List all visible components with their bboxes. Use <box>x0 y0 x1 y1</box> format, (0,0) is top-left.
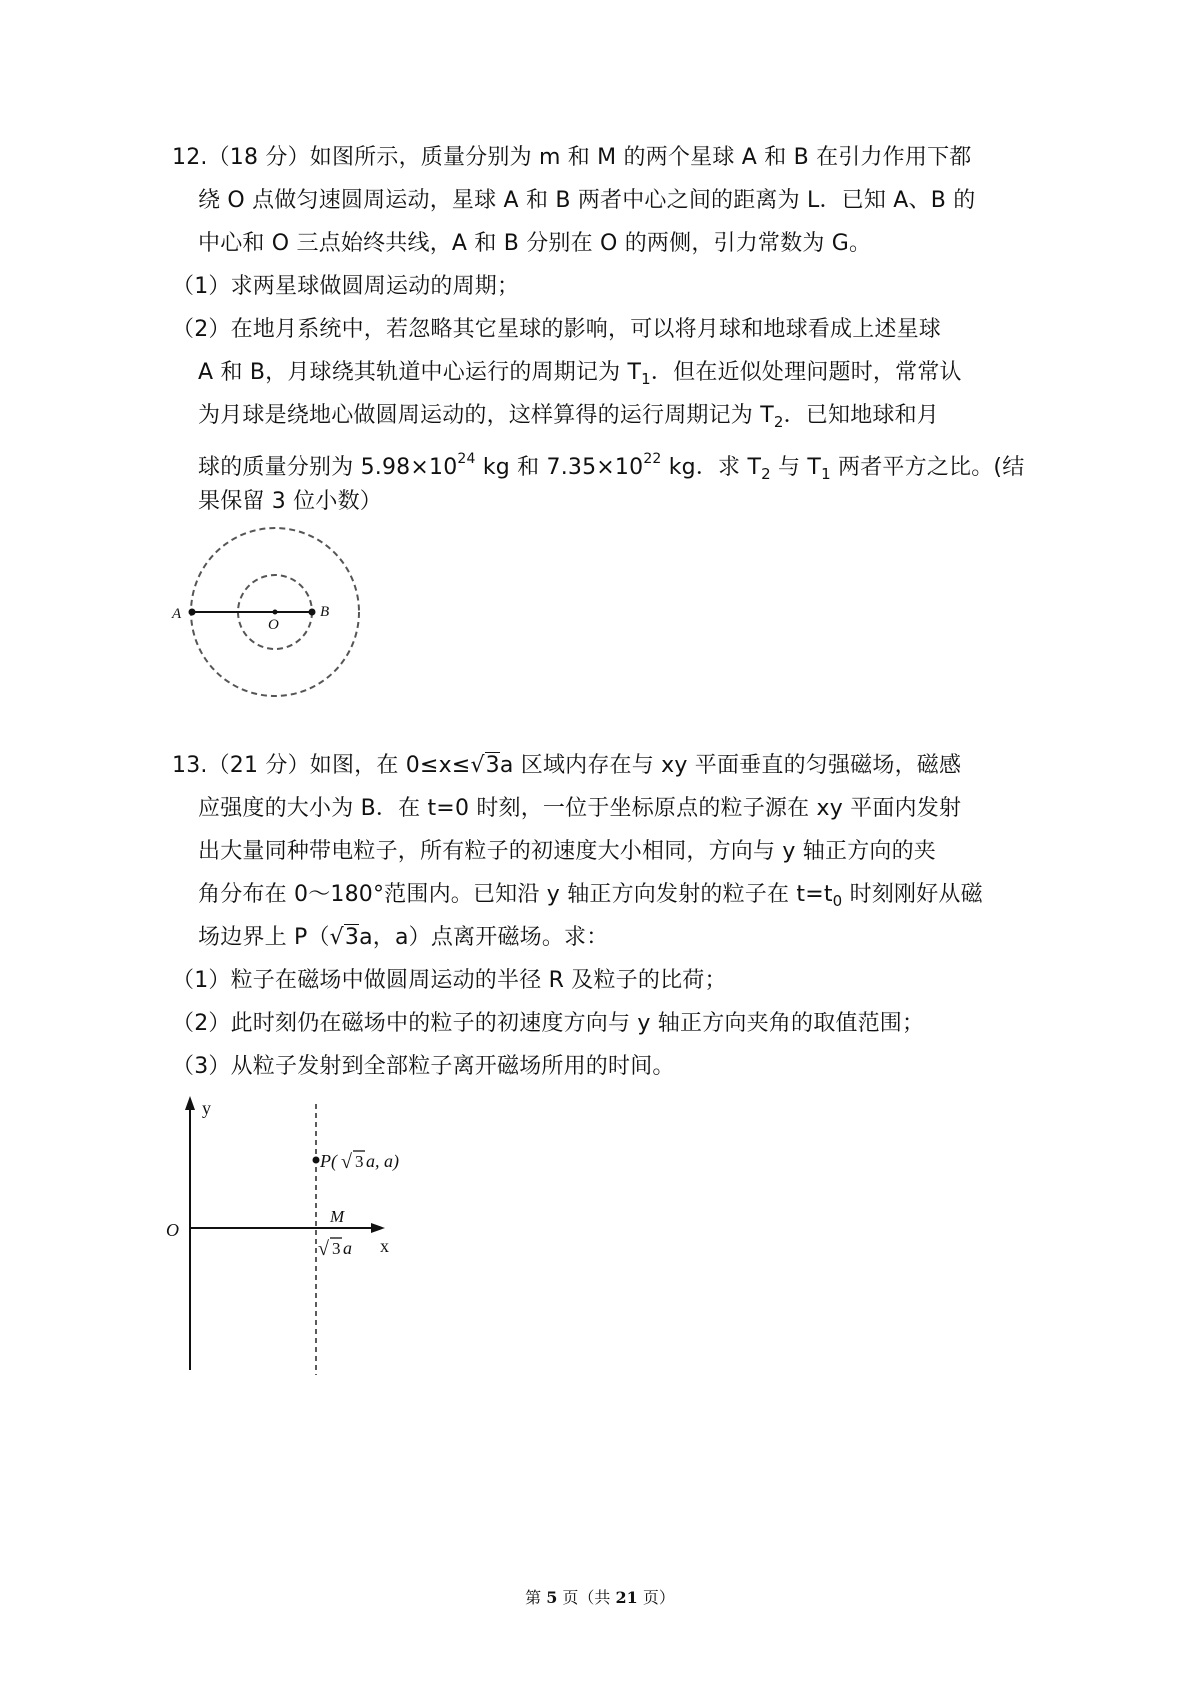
text-segment: a，a）点离开磁场。求： <box>359 925 609 950</box>
text-segment: A 和 B，月球绕其轨道中心运行的周期记为 T <box>198 360 642 385</box>
q13-line-4 <box>198 880 983 916</box>
point-p-dot <box>313 1157 320 1164</box>
superscript: 24 <box>457 451 476 467</box>
label-p: P( <box>320 1151 337 1171</box>
text-segment: 球的质量分别为 5.98×10 <box>198 455 458 480</box>
subscript: 1 <box>821 465 831 483</box>
sqrt-symbol: √ <box>318 1238 329 1260</box>
q12-line-1: 12.（18 分）如图所示，质量分别为 m 和 M 的两个星球 A 和 B 在引力作用下都 <box>172 145 972 170</box>
text-segment: 角分布在 0～180°范围内。已知沿 y 轴正方向发射的粒子在 t=t <box>198 882 833 907</box>
label-m: M <box>330 1207 345 1226</box>
q12-line-2: 绕 O 点做匀速圆周运动，星球 A 和 B 两者中心之间的距离为 L．已知 A、B 的 <box>198 188 976 213</box>
q12-part-2-line-1: （2）在地月系统中，若忽略其它星球的影响，可以将月球和地球看成上述星球 <box>172 317 941 342</box>
q13-part-3: （3）从粒子发射到全部粒子离开磁场所用的时间。 <box>172 1054 675 1079</box>
center-o-dot <box>273 610 278 615</box>
q13-line-5 <box>198 923 608 953</box>
q13-part-2: （2）此时刻仍在磁场中的粒子的初速度方向与 y 轴正方向夹角的取值范围； <box>172 1011 925 1036</box>
q13-part-1: （1）粒子在磁场中做圆周运动的半径 R 及粒子的比荷； <box>172 968 727 993</box>
label-m-a: a <box>343 1238 352 1258</box>
q12-part-2-line-4 <box>198 444 1024 489</box>
star-a-dot <box>189 609 196 616</box>
text-segment: ．已知地球和月 <box>783 403 939 428</box>
text-segment: 两者平方之比。(结 <box>830 455 1025 480</box>
q12-line-3: 中心和 O 三点始终共线，A 和 B 分别在 O 的两侧，引力常数为 G。 <box>198 231 872 256</box>
q13-line-1 <box>172 751 961 781</box>
label-o: O <box>166 1220 179 1240</box>
label-o: O <box>268 617 279 633</box>
label-a: A <box>172 606 182 622</box>
text-segment: ．但在近似处理问题时，常常认 <box>650 360 962 385</box>
q13-line-2: 应强度的大小为 B．在 t=0 时刻，一位于坐标原点的粒子源在 xy 平面内发射 <box>198 796 962 821</box>
total-pages: 21 <box>615 1588 638 1607</box>
radicand: 3 <box>344 925 360 950</box>
sqrt-symbol: √ <box>341 1151 352 1173</box>
page-footer <box>0 1585 1200 1608</box>
text-segment: 为月球是绕地心做圆周运动的，这样算得的运行周期记为 T <box>198 403 774 428</box>
q12-orbit-figure <box>170 525 380 705</box>
sqrt-symbol: √3 <box>470 753 500 778</box>
y-axis-arrow-icon <box>185 1096 195 1110</box>
subscript: 1 <box>641 370 651 388</box>
text-segment: 时刻刚好从磁 <box>842 882 983 907</box>
label-x: x <box>380 1236 389 1256</box>
star-b-dot <box>309 609 316 616</box>
text-segment: a 区域内存在与 xy 平面垂直的匀强磁场，磁感 <box>499 753 962 778</box>
q12-part-1: （1）求两星球做圆周运动的周期； <box>172 274 520 299</box>
text-segment: 与 T <box>770 455 822 480</box>
label-p-radicand: 3 <box>355 1152 364 1171</box>
label-b: B <box>320 604 330 620</box>
label-y: y <box>202 1098 211 1118</box>
text-segment: 13.（21 分）如图，在 0≤x≤ <box>172 753 471 778</box>
text-segment: kg 和 7.35×10 <box>475 455 644 480</box>
q12-part-2-line-3 <box>198 401 939 437</box>
subscript: 0 <box>832 892 843 910</box>
page-number: 5 <box>546 1588 558 1607</box>
radicand: 3 <box>485 753 500 778</box>
text-segment: 场边界上 P（ <box>198 925 330 950</box>
q13-coordinate-figure <box>160 1090 440 1390</box>
label-m-radicand: 3 <box>332 1239 341 1258</box>
q12-part-2-line-2 <box>198 358 962 394</box>
subscript: 2 <box>773 413 784 431</box>
sqrt-symbol: √3 <box>329 925 360 950</box>
q13-line-3: 出大量同种带电粒子，所有粒子的初速度大小相同，方向与 y 轴正方向的夹 <box>198 839 937 864</box>
subscript: 2 <box>761 465 771 483</box>
q12-part-2-line-5: 果保留 3 位小数） <box>198 489 382 514</box>
footer-text: 第 <box>525 1588 547 1607</box>
x-axis-arrow-icon <box>371 1223 385 1233</box>
label-p-coords: a, a) <box>366 1151 399 1171</box>
footer-text: 页（共 <box>557 1588 616 1607</box>
superscript: 22 <box>643 451 662 467</box>
footer-text: 页） <box>637 1588 675 1607</box>
text-segment: kg．求 T <box>661 455 762 480</box>
